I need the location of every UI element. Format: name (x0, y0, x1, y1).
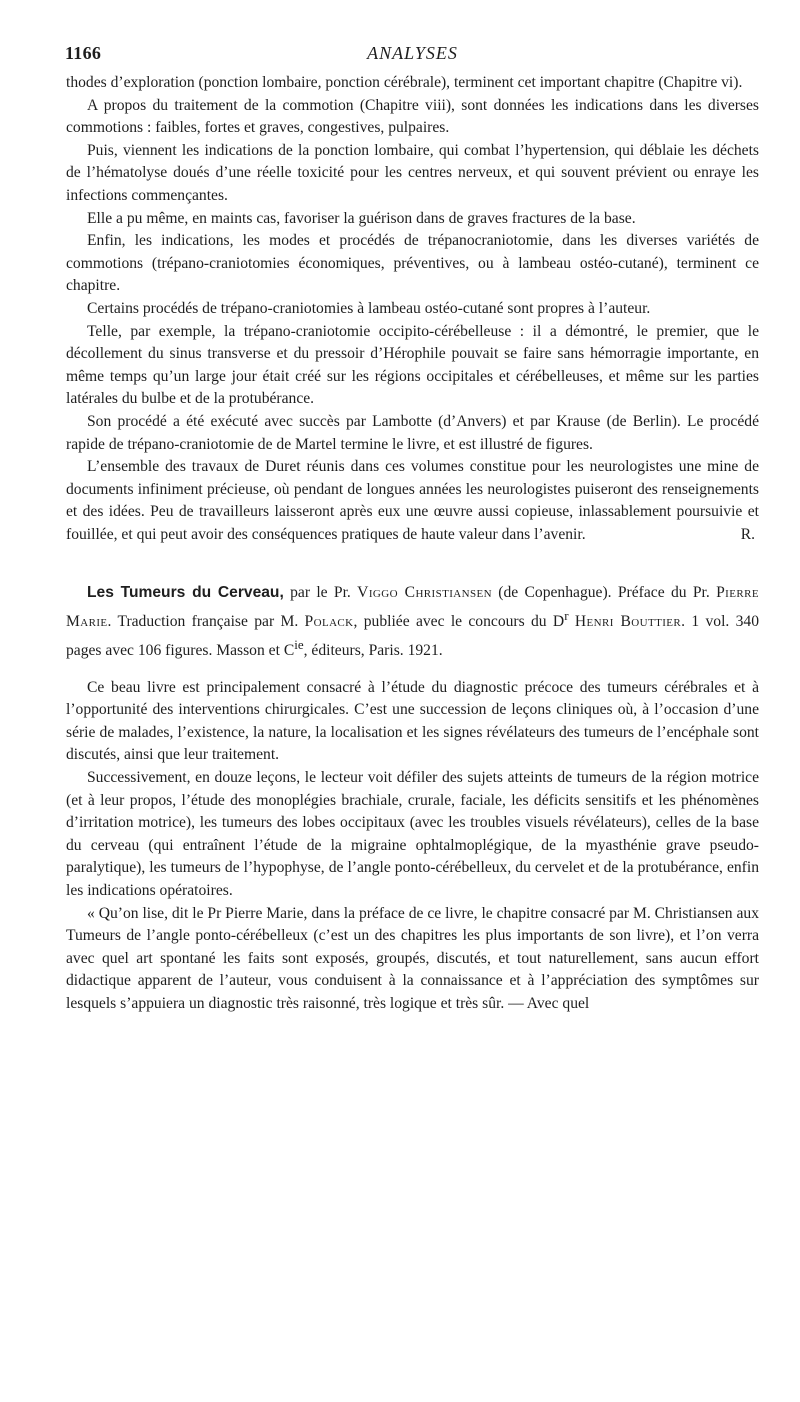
section-spacer (66, 546, 759, 582)
page-number: 1166 (65, 43, 102, 63)
citation-text: , éditeurs, Paris. 1921. (303, 642, 443, 660)
book-title: Les Tumeurs du Cerveau, (87, 584, 284, 602)
dr-abbrev: $D^r$ (552, 608, 569, 631)
citation-text: , publiée avec le concours du (353, 613, 547, 631)
citation-text: par le Pr. (290, 584, 351, 602)
paragraph: thodes d’exploration (ponction lombaire, ponction cérébrale), terminent cet important chapitre (Chapitre vi). (66, 74, 743, 91)
citation-text: (de Copenhague). Préface du Pr. (498, 584, 710, 602)
collaborator-name: Henri Bouttier (574, 613, 682, 631)
author-name: Viggo Christiansen (357, 584, 492, 602)
paragraph: Certains procédés de trépano-craniotomies à lambeau ostéo-cutané sont propres à l’auteur. (87, 299, 651, 317)
page-header (66, 42, 759, 72)
closing-paragraph (66, 456, 759, 546)
paragraph: Elle a pu même, en maints cas, favoriser la guérison dans de graves fractures de la base. (87, 209, 636, 227)
prefacer-name: Pierre Marie (66, 584, 759, 631)
closing-paragraph-text: L’ensemble des travaux de Duret réunis dans ces volumes constitue pour les neurologistes une mine de documents infiniment précieuse, où pendant de longues années les neurologistes puiseront des renseignements et des idées. Peu de travailleurs laisseront après eux une œuvre aussi copieuse, inlassablement poursuivie et fouillée, et qui peut avoir des conséquences pratiques de haute valeur dans l’avenir. (66, 458, 759, 543)
paragraph: Ce beau livre est principalement consacré à l’étude du diagnostic précoce des tumeurs cérébrales et à l’opportunité des interventions chirurgicales. C’est une succession de leçons cliniques où, à l’occasion d’une série de malades, l’existence, la nature, la localisation et les signes révélateurs des tumeurs de l’encéphale sont discutés, ainsi que leur traitement. (66, 678, 759, 764)
review-1 (66, 72, 759, 546)
reviewer-signature: R. (740, 525, 755, 543)
citation-text: . Traduction française par M. (107, 613, 299, 631)
review-2 (66, 582, 759, 1015)
book-citation (66, 582, 759, 662)
cie-superscript: ie (294, 636, 304, 652)
running-head: ANALYSES (367, 43, 458, 63)
citation-text: . 1 vol. 340 pages avec 106 figures. Masson et (66, 613, 760, 660)
dr-superscript: r (564, 608, 569, 624)
paragraph: « Qu’on lise, dit le Pr Pierre Marie, dans la préface de ce livre, le chapitre consacré par M. Christiansen aux Tumeurs de l’angle ponto-cérébelleux (c’est un des chapitres les plus importants de son livre), et l’on verra avec quel art spontané les faits sont exposés, groupés, discutés, et tout naturellement, sans aucun effort didactique apparent de l’auteur, vous conduisent à la connaissance et à l’appréciation des symptômes sur lesquels s’appuiera un diagnostic très raisonné, très logique et très sûr. — Avec quel (66, 904, 760, 1012)
paragraph: Successivement, en douze leçons, le lecteur voit défiler des sujets atteints de tumeurs de la région motrice (et à leur propos, l’étude des monoplégies brachiale, crurale, faciale, les déficits sensitifs et les phénomènes d’irritation motrice), les tumeurs des lobes occipitaux (avec les troubles visuels révélateurs), celles de la base du cerveau (qui entraînent l’étude de la migraine ophtalmoplégique, de la myasthénie grave pseudo-paralytique), les tumeurs de l’hypophyse, de l’angle ponto-cérébelleux, du cervelet et de la protubérance, enfin les indications opératoires. (66, 769, 759, 899)
citation-spacer (66, 663, 759, 677)
paragraph: Enfin, les indications, les modes et procédés de trépanocraniotomie, dans les diverses variétés de commotions (trépano-craniotomies économiques, préventives, ou à lambeau ostéo-cutané), terminent ce chapitre. (66, 232, 759, 295)
paragraph: Telle, par exemple, la trépano-craniotomie occipito-cérébelleuse : il a démontré, le premier, que le décollement du sinus transverse et du pressoir d’Hérophile pouvait se faire sans hémorragie importante, en même temps qu’un large jour était créé sur les régions occipitales et cérébelleuses, et même sur les parties latérales du bulbe et de la protubérance. (66, 322, 759, 408)
paragraph: Son procédé a été exécuté avec succès par Lambotte (d’Anvers) et par Krause (de Berlin). Le procédé rapide de trépano-craniotomie de de Martel termine le livre, et est illustré de figures. (66, 412, 759, 453)
paragraph: A propos du traitement de la commotion (Chapitre viii), sont données les indications dans les diverses commotions : faibles, fortes et graves, congestives, pulpaires. (66, 96, 759, 137)
publisher-abbrev: $C^{ie}$ (283, 636, 304, 660)
translator-name: Polack (304, 613, 354, 631)
paragraph: Puis, viennent les indications de la ponction lombaire, qui combat l’hypertension, qui déblaie les déchets de l’hématolyse doués d’une réelle toxicité pour les centres nerveux, et qui souvent prévient ou enraye les infections commençantes. (66, 141, 759, 204)
